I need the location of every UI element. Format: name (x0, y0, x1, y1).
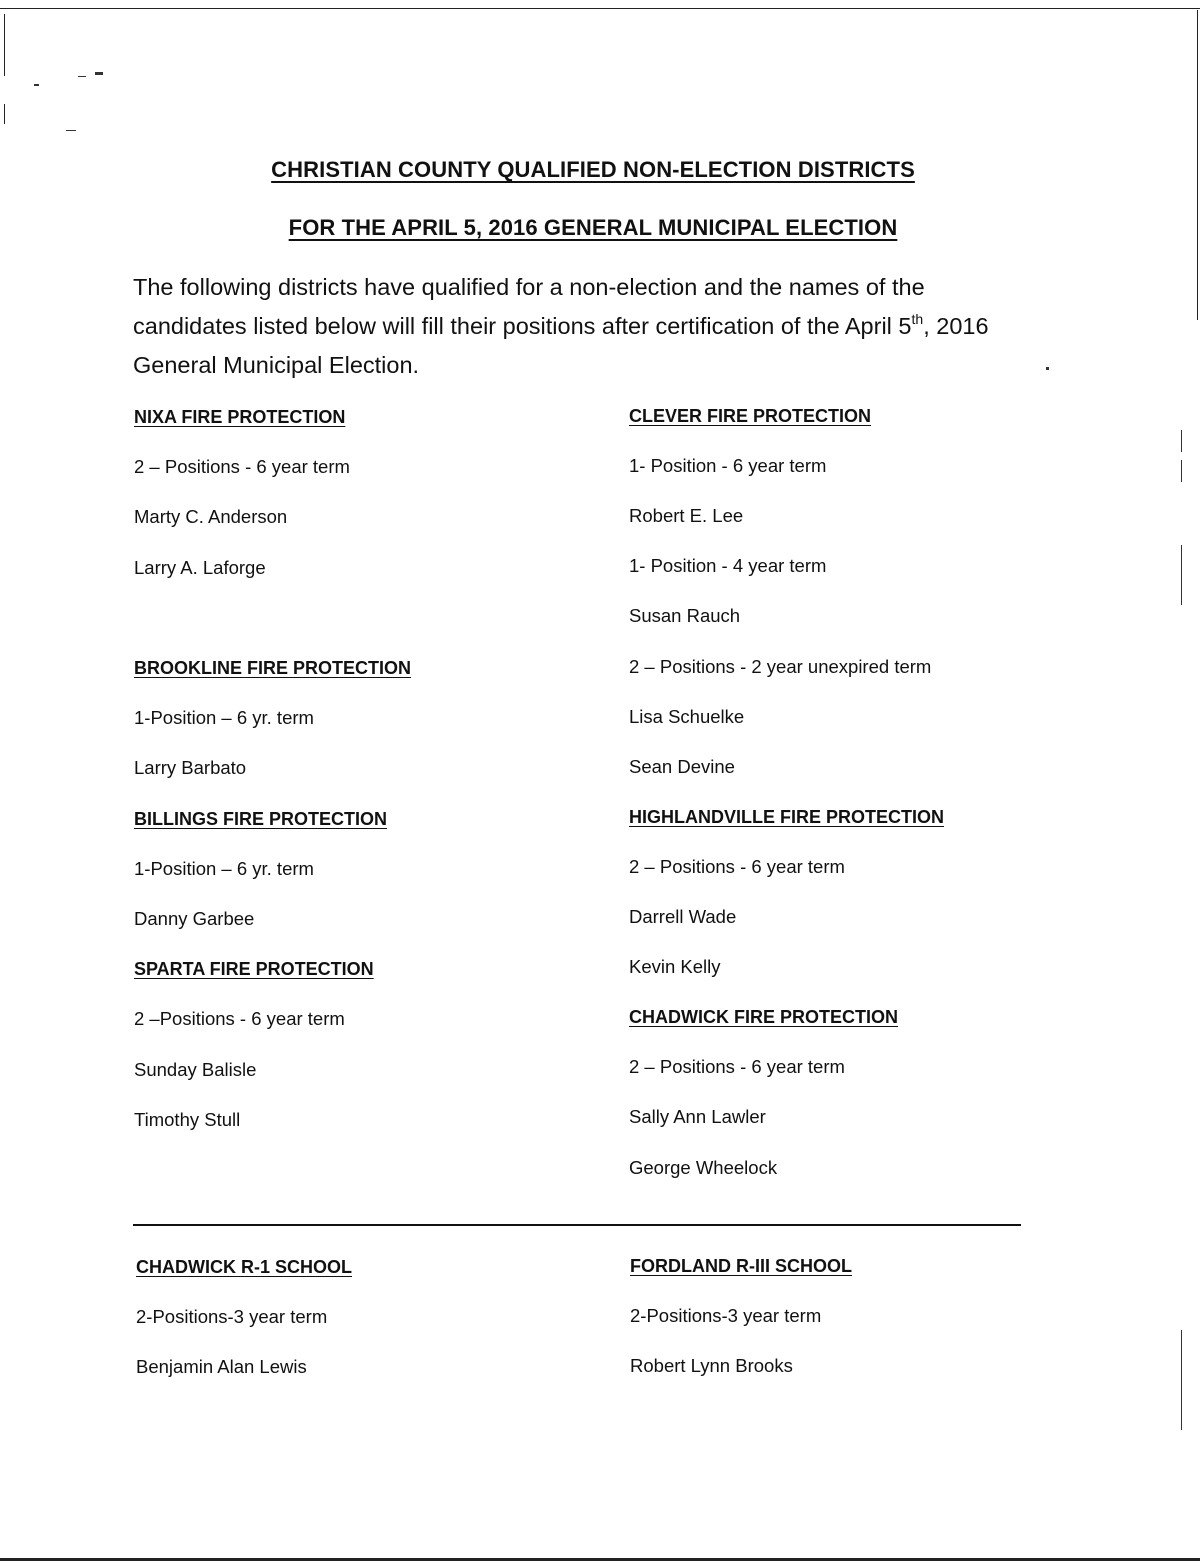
scan-speck (1181, 545, 1182, 605)
scan-speck (1181, 460, 1182, 482)
district-entry: 1-Position – 6 yr. term (134, 857, 314, 879)
district-entry: Benjamin Alan Lewis (136, 1356, 307, 1377)
section-divider (133, 1224, 1021, 1226)
district-heading: FORDLAND R-III SCHOOL (630, 1256, 852, 1276)
intro-superscript: th (911, 311, 924, 327)
scan-speck (1181, 1330, 1182, 1430)
intro-paragraph (133, 268, 1033, 385)
district-heading: BILLINGS FIRE PROTECTION (134, 808, 388, 829)
district-heading: SPARTA FIRE PROTECTION (134, 959, 374, 980)
left-border-mark (4, 14, 5, 76)
document-title: CHRISTIAN COUNTY QUALIFIED NON-ELECTION DISTRICTS (271, 157, 915, 182)
district-heading: CHADWICK FIRE PROTECTION (629, 1007, 898, 1028)
district-entry: Robert Lynn Brooks (630, 1355, 793, 1376)
district-entry: Robert E. Lee (629, 505, 744, 527)
district-entry: Larry A. Laforge (134, 556, 266, 578)
left-border-mark-2 (4, 104, 5, 124)
district-entry: Marty C. Anderson (134, 506, 288, 528)
district-heading: CLEVER FIRE PROTECTION (629, 406, 872, 426)
district-entry: Danny Garbee (134, 908, 255, 929)
district-entry: Susan Rauch (629, 605, 741, 627)
district-entry: Timothy Stull (134, 1108, 241, 1130)
district-entry: 2 – Positions - 2 year unexpired term (629, 655, 932, 677)
district-heading: CHADWICK R-1 SCHOOL (136, 1257, 352, 1277)
district-heading: HIGHLANDVILLE FIRE PROTECTION (629, 806, 944, 827)
district-entry: Lisa Schuelke (629, 705, 745, 727)
top-border (0, 8, 1200, 9)
intro-text-end: , 2016 General Municipal Election. (133, 313, 989, 378)
bottom-border (0, 1558, 1200, 1561)
scan-speck (95, 72, 103, 75)
district-entry: Sean Devine (629, 755, 735, 777)
scan-speck (34, 84, 39, 86)
right-border (1197, 10, 1198, 320)
district-entry: Darrell Wade (629, 906, 737, 927)
district-entry: George Wheelock (629, 1156, 778, 1178)
district-heading: BROOKLINE FIRE PROTECTION (134, 658, 412, 678)
district-entry: Larry Barbato (134, 757, 247, 779)
district-entry: 1- Position - 4 year term (629, 555, 827, 577)
scan-speck (1181, 430, 1182, 452)
district-entry: 2 –Positions - 6 year term (134, 1008, 345, 1030)
district-entry: 2-Positions-3 year term (630, 1305, 822, 1326)
document-subtitle: FOR THE APRIL 5, 2016 GENERAL MUNICIPAL ELECTION (288, 215, 898, 240)
district-entry: Sunday Balisle (134, 1058, 257, 1080)
district-entry: Sally Ann Lawler (629, 1106, 766, 1128)
district-entry: 2 – Positions - 6 year term (134, 456, 350, 478)
scan-speck (66, 130, 76, 131)
intro-text: The following districts have qualified for a non-election and the names of the candidates listed below will fill their positions after certification of the April 5 (133, 274, 925, 339)
district-entry: 2-Positions-3 year term (136, 1306, 328, 1327)
district-entry: 2 – Positions - 6 year term (629, 855, 845, 877)
scan-speck (78, 76, 86, 77)
scan-speck (1046, 367, 1049, 370)
district-entry: 1- Position - 6 year term (629, 455, 827, 477)
district-entry: Kevin Kelly (629, 956, 721, 978)
district-entry: 2 – Positions - 6 year term (629, 1056, 845, 1078)
district-entry: 1-Position – 6 yr. term (134, 707, 314, 729)
district-heading: NIXA FIRE PROTECTION (134, 407, 346, 427)
